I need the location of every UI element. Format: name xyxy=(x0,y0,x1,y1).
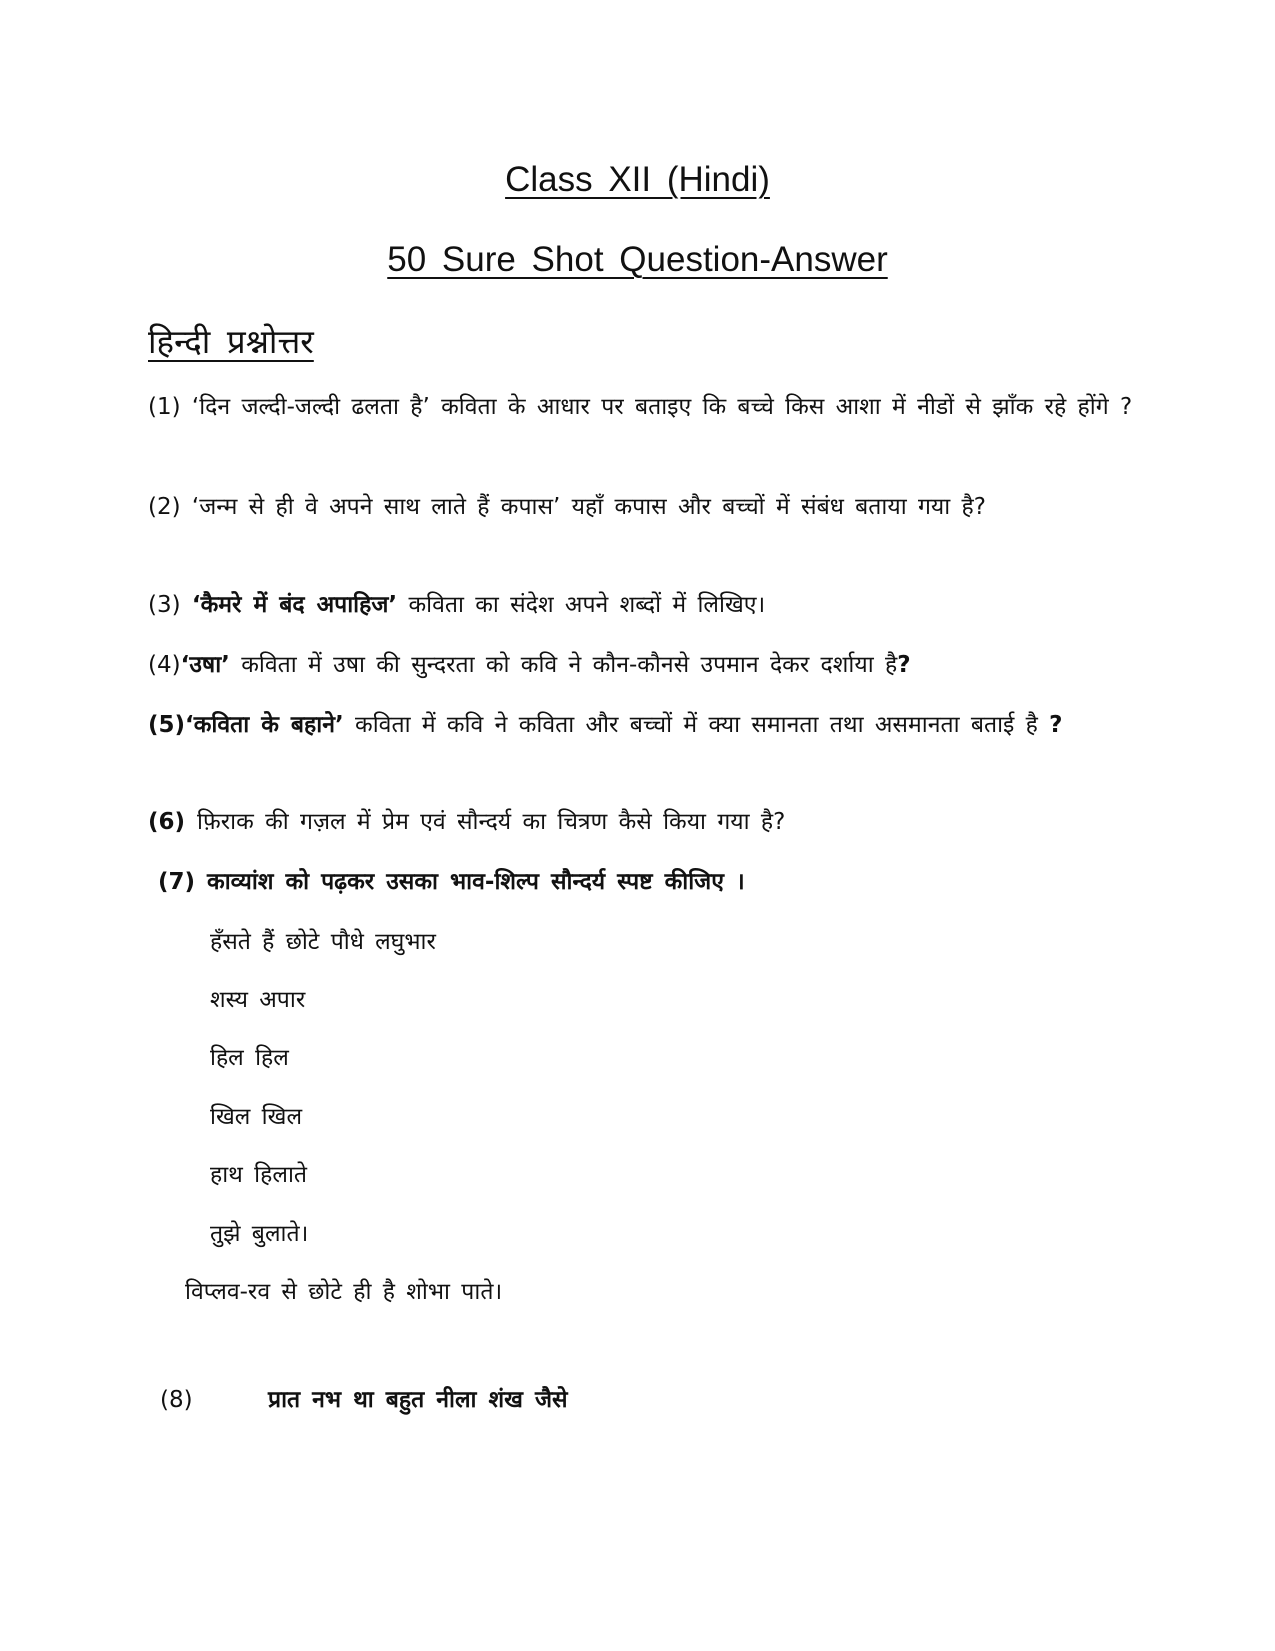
question-text: फ़िराक की गज़ल में प्रेम एवं सौन्दर्य का चित्रण कैसे किया गया है? xyxy=(197,809,786,835)
question-number: (2) xyxy=(148,494,192,520)
question-number: (5) xyxy=(148,712,186,738)
verse-line: तुझे बुलाते। xyxy=(210,1221,309,1247)
question-text: काव्यांश को पढ़कर उसका भाव-शिल्प सौन्दर्य स्पष्ट कीजिए । xyxy=(207,869,745,895)
question-number: (4) xyxy=(148,652,181,678)
verse-line: विप्लव-रव से छोटे ही है शोभा पाते। xyxy=(185,1279,503,1305)
question-5 xyxy=(148,705,1133,746)
verse-line: खिल खिल xyxy=(210,1104,303,1130)
question-text: कविता में उषा की सुन्दरता को कवि ने कौन-कौनसे उपमान देकर दर्शाया है xyxy=(229,652,898,678)
document-subtitle: 50 Sure Shot Question-Answer xyxy=(387,240,888,279)
question-number: (1) xyxy=(148,394,192,420)
question-number: (6) xyxy=(148,809,198,835)
question-4 xyxy=(148,645,1133,686)
verse-line: हँसते हैं छोटे पौधे लघुभार xyxy=(210,929,436,955)
hindi-section-heading: हिन्दी प्रश्नोत्तर xyxy=(148,322,314,361)
question-8-text: प्रात नभ था बहुत नीला शंख जैसे xyxy=(268,1387,568,1413)
question-2 xyxy=(148,487,1133,528)
question-3 xyxy=(148,585,1133,626)
poem-title: ‘कविता के बहाने’ xyxy=(185,712,344,738)
question-mark: ? xyxy=(897,652,911,678)
question-6 xyxy=(148,802,1133,843)
verse-line: हाथ हिलाते xyxy=(210,1162,308,1188)
verse-line: हिल हिल xyxy=(210,1045,289,1071)
poem-title: ‘उषा’ xyxy=(180,652,230,678)
question-1 xyxy=(148,387,1133,428)
document-title: Class XII (Hindi) xyxy=(505,160,770,199)
question-number: (7) xyxy=(158,869,208,895)
question-number: (3) xyxy=(148,592,192,618)
question-8-number: (8) xyxy=(160,1387,193,1413)
question-text: कविता का संदेश अपने शब्दों में लिखिए। xyxy=(397,592,766,618)
question-text: ‘जन्म से ही वे अपने साथ लाते हैं कपास’ यहाँ कपास और बच्चों में संबंध बताया गया है? xyxy=(191,494,986,520)
verse-line: शस्य अपार xyxy=(210,987,306,1013)
question-7 xyxy=(158,862,1143,903)
question-mark: ? xyxy=(1049,712,1063,738)
question-text: ‘दिन जल्दी-जल्दी ढलता है’ कविता के आधार पर बताइए कि बच्चे किस आशा में नीडों से झाँक रहे होंगे ? xyxy=(191,394,1133,420)
question-text: कविता में कवि ने कविता और बच्चों में क्या समानता तथा असमानता बताई है xyxy=(343,712,1050,738)
poem-title: ‘कैमरे में बंद अपाहिज’ xyxy=(191,592,398,618)
